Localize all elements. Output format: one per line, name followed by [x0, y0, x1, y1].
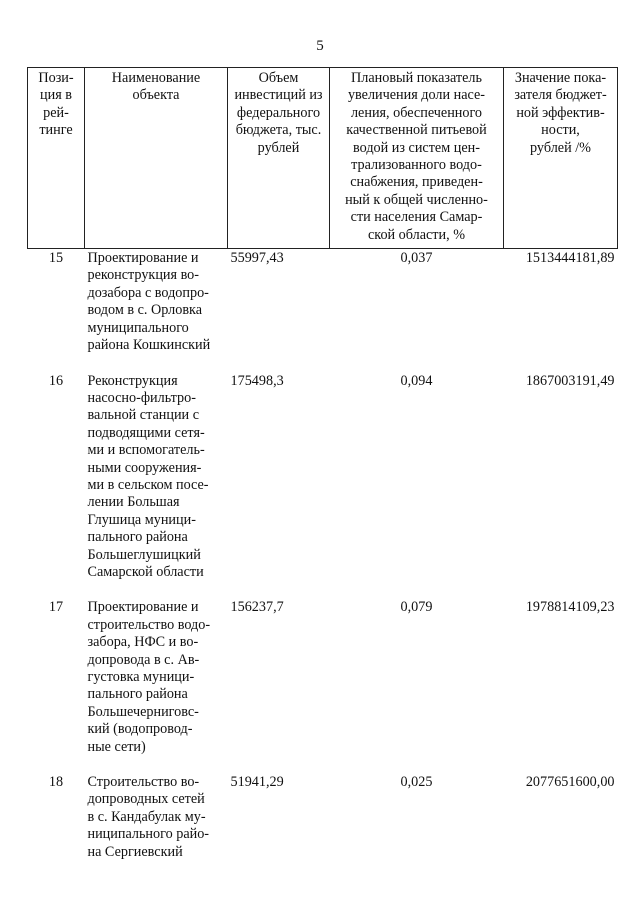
cell-name: Проектирование и строительство водо- забора, НФС и во- допровода в с. Ав- густовка муници- пального района Большечерниговс- кий (водопровод- ные сети) — [87, 599, 211, 755]
table-header-row — [28, 68, 618, 249]
column-header-position: Пози- ция в рей- тинге — [28, 68, 85, 249]
cell-investment: 175498,3 — [230, 372, 284, 389]
cell-position: 18 — [48, 774, 64, 791]
column-header-efficiency: Значение пока- зателя бюджет- ной эффектив- ности, рублей /% — [504, 68, 618, 249]
table-row — [28, 772, 618, 877]
cell-efficiency: 2077651600,00 — [525, 774, 615, 791]
cell-efficiency: 1867003191,49 — [525, 372, 615, 389]
cell-name: Строительство во- допроводных сетей в с. Кандабулак му- ниципального райо- на Сергиевский — [87, 774, 210, 860]
cell-efficiency: 1978814109,23 — [525, 599, 615, 616]
cell-share: 0,094 — [400, 372, 433, 389]
cell-share: 0,037 — [400, 250, 433, 267]
table-row — [28, 249, 618, 371]
column-header-investment: Объем инвестиций из федерального бюджета, тыс. рублей — [228, 68, 330, 249]
cell-share: 0,079 — [400, 599, 433, 616]
cell-name: Реконструкция насосно-фильтро- вальной станции с подводящими сетя- ми и вспомогатель- ными сооружения- ми в сельском посе- лении Большая Глушица муници- пального района Большеглушицкий Самарской области — [87, 372, 209, 580]
table-row — [28, 597, 618, 772]
column-header-name: Наименование объекта — [85, 68, 228, 249]
cell-investment: 156237,7 — [230, 599, 284, 616]
cell-investment: 55997,43 — [230, 250, 284, 267]
table-body — [28, 249, 618, 878]
table-row — [28, 371, 618, 598]
cell-position: 16 — [48, 372, 64, 389]
cell-position: 15 — [48, 250, 64, 267]
cell-position: 17 — [48, 599, 64, 616]
cell-name: Проектирование и реконструкция во- дозабора с водопро- водом в с. Орловка муниципального района Кошкинский — [87, 250, 211, 354]
cell-investment: 51941,29 — [230, 774, 284, 791]
cell-efficiency: 1513444181,89 — [525, 250, 615, 267]
page-number: 5 — [316, 38, 324, 54]
column-header-share: Плановый показатель увеличения доли насе- ления, обеспеченного качественной питьевой водой из систем цен- трализованного водо- снабжения, приведен- ный к общей численно- сти населения Самар- ской области, % — [330, 68, 504, 249]
investment-rating-table — [27, 67, 618, 877]
cell-share: 0,025 — [400, 774, 433, 791]
